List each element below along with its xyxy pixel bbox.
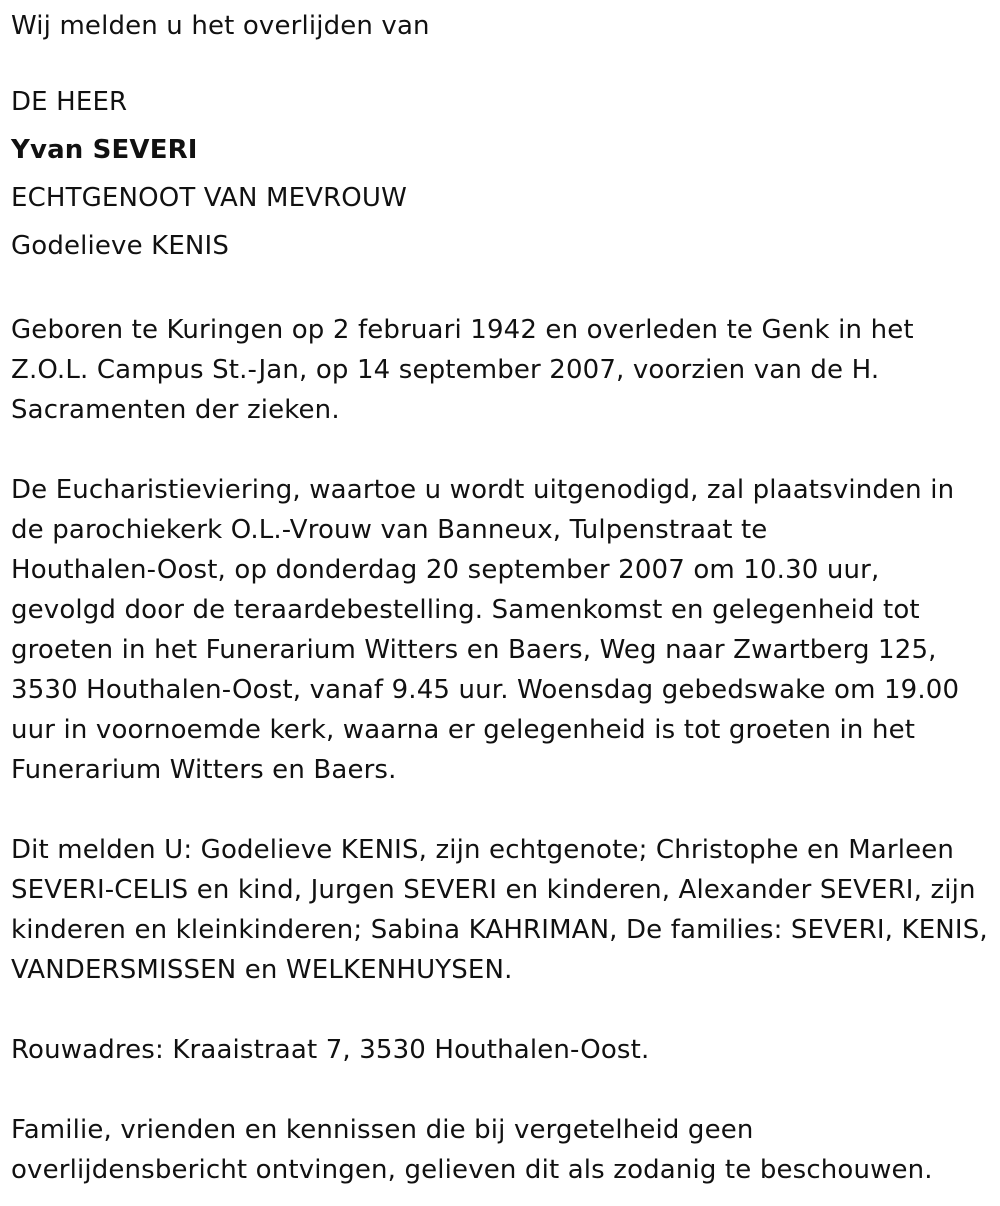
paragraph-line: Rouwadres: Kraaistraat 7, 3530 Houthalen-Oost. bbox=[11, 1035, 650, 1065]
paragraph-line: VANDERSMISSEN en WELKENHUYSEN. bbox=[11, 955, 513, 985]
deceased-heading bbox=[11, 78, 986, 270]
deceased-name: Yvan SEVERI bbox=[11, 135, 198, 165]
paragraph-line: Sacramenten der zieken. bbox=[11, 395, 340, 425]
relation-label: ECHTGENOOT VAN MEVROUW bbox=[11, 183, 407, 213]
paragraph-line: Familie, vrienden en kennissen die bij vergetelheid geen bbox=[11, 1115, 754, 1145]
paragraph-line: 3530 Houthalen-Oost, vanaf 9.45 uur. Woensdag gebedswake om 19.00 bbox=[11, 675, 960, 705]
paragraph-line: Geboren te Kuringen op 2 februari 1942 en overleden te Genk in het bbox=[11, 315, 914, 345]
spacer bbox=[11, 1070, 986, 1110]
paragraph-line: Z.O.L. Campus St.-Jan, op 14 september 2007, voorzien van de H. bbox=[11, 355, 880, 385]
paragraph-line: SEVERI-CELIS en kind, Jurgen SEVERI en kinderen, Alexander SEVERI, zijn bbox=[11, 875, 976, 905]
paragraph-line: Funerarium Witters en Baers. bbox=[11, 755, 397, 785]
paragraph-line: gevolgd door de teraardebestelling. Samenkomst en gelegenheid tot bbox=[11, 595, 920, 625]
intro-text: Wij melden u het overlijden van bbox=[11, 11, 430, 41]
paragraph-line: De Eucharistieviering, waartoe u wordt uitgenodigd, zal plaatsvinden in bbox=[11, 475, 955, 505]
spacer bbox=[11, 990, 986, 1030]
birth-death-paragraph bbox=[11, 310, 986, 430]
paragraph-line: Houthalen-Oost, op donderdag 20 september 2007 om 10.30 uur, bbox=[11, 555, 880, 585]
spouse-name: Godelieve KENIS bbox=[11, 231, 229, 261]
ceremony-paragraph bbox=[11, 470, 986, 790]
spacer bbox=[11, 430, 986, 470]
paragraph-line: uur in voornoemde kerk, waarna er gelegenheid is tot groeten in het bbox=[11, 715, 916, 745]
paragraph-line: kinderen en kleinkinderen; Sabina KAHRIMAN, De families: SEVERI, KENIS, bbox=[11, 915, 988, 945]
paragraph-line: Dit melden U: Godelieve KENIS, zijn echtgenote; Christophe en Marleen bbox=[11, 835, 954, 865]
spacer bbox=[11, 46, 986, 78]
closing-paragraph bbox=[11, 1110, 986, 1190]
paragraph-line: de parochiekerk O.L.-Vrouw van Banneux, Tulpenstraat te bbox=[11, 515, 768, 545]
death-notice bbox=[11, 6, 986, 1190]
honorific-title: DE HEER bbox=[11, 87, 128, 117]
paragraph-line: groeten in het Funerarium Witters en Baers, Weg naar Zwartberg 125, bbox=[11, 635, 937, 665]
family-paragraph bbox=[11, 830, 986, 990]
address-paragraph bbox=[11, 1030, 986, 1070]
spacer bbox=[11, 790, 986, 830]
spacer bbox=[11, 270, 986, 310]
paragraph-line: overlijdensbericht ontvingen, gelieven dit als zodanig te beschouwen. bbox=[11, 1155, 933, 1185]
